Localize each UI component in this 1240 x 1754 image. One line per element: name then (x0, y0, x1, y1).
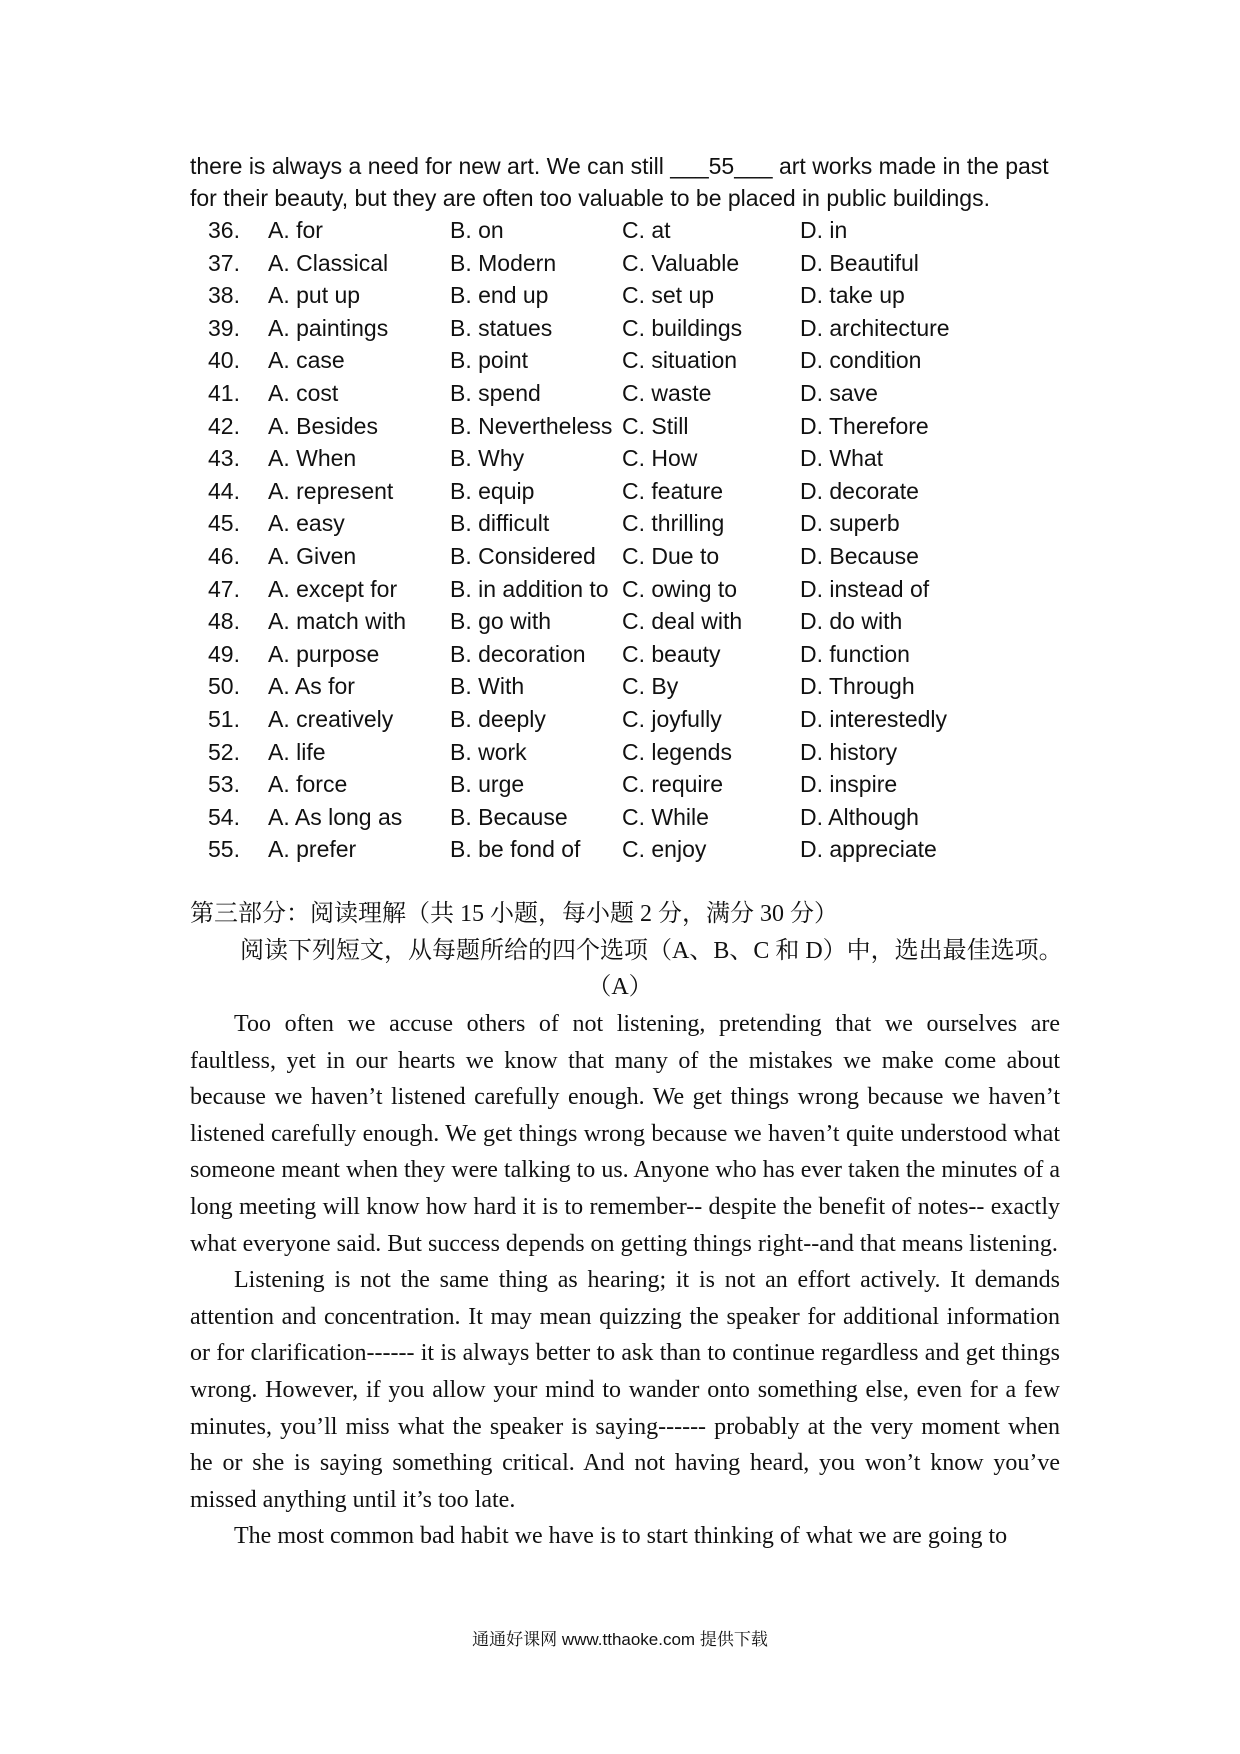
option-b: B. Why (450, 445, 525, 472)
option-row (190, 312, 1070, 345)
option-row (190, 344, 1070, 377)
option-d: D. What (800, 445, 884, 472)
option-c: C. at (622, 217, 671, 243)
option-b: B. go with (450, 608, 551, 635)
question-number: 44. (208, 477, 240, 504)
option-row (190, 442, 1070, 475)
option-c: C. How (622, 445, 698, 472)
option-b: B. on (450, 217, 504, 243)
option-b: B. urge (450, 771, 525, 798)
option-d: D. do with (800, 608, 903, 635)
option-d: D. condition (800, 347, 922, 374)
option-b: B. point (450, 347, 528, 374)
option-c: C. enjoy (622, 836, 707, 863)
option-a: A. paintings (268, 314, 389, 341)
question-number: 53. (208, 771, 240, 798)
option-b: B. Nevertheless (450, 412, 613, 439)
option-a: A. put up (268, 282, 361, 309)
option-row (190, 507, 1070, 540)
option-d: D. inspire (800, 771, 898, 798)
option-row (190, 638, 1070, 671)
option-row (190, 540, 1070, 573)
option-c: C. Due to (622, 542, 720, 569)
option-d: D. superb (800, 510, 900, 537)
option-row (190, 833, 1070, 866)
question-number: 43. (208, 445, 240, 472)
option-b: B. deeply (450, 705, 546, 732)
passage-label: （A） (587, 974, 653, 1000)
option-a: A. force (268, 771, 348, 798)
option-d: D. decorate (800, 477, 919, 504)
option-b: B. With (450, 673, 525, 700)
cloze-passage-ending (190, 150, 1060, 214)
option-row (190, 703, 1070, 736)
option-a: A. Besides (268, 412, 378, 439)
option-b: B. Considered (450, 542, 596, 569)
option-d: D. Through (800, 673, 915, 700)
option-a: A. As long as (268, 803, 403, 830)
option-d: D. Because (800, 542, 919, 569)
cloze-line-1: there is always a need for new art. We can still ___55___ art works made in the past (190, 153, 1049, 179)
option-a: A. for (268, 217, 323, 243)
option-a: A. easy (268, 510, 345, 537)
option-a: A. Classical (268, 249, 389, 276)
option-d: D. function (800, 640, 910, 667)
option-c: C. deal with (622, 608, 743, 635)
section-instruction: 阅读下列短文，从每题所给的四个选项（A、B、C 和 D）中，选出最佳选项。 (240, 938, 1063, 964)
question-number: 42. (208, 412, 240, 439)
option-b: B. be fond of (450, 836, 581, 863)
question-number: 50. (208, 673, 240, 700)
option-a: A. As for (268, 673, 355, 700)
option-b: B. decoration (450, 640, 586, 667)
option-a: A. match with (268, 608, 407, 635)
question-number: 47. (208, 575, 240, 602)
option-a: A. purpose (268, 640, 380, 667)
option-c: C. owing to (622, 575, 738, 602)
question-number: 40. (208, 347, 240, 374)
option-d: D. Therefore (800, 412, 929, 439)
page-footer: 通通好课网 www.tthaoke.com 提供下载 (472, 1630, 768, 1649)
option-row (190, 573, 1070, 606)
question-number: 39. (208, 314, 240, 341)
option-c: C. feature (622, 477, 723, 504)
question-number: 46. (208, 542, 240, 569)
option-b: B. spend (450, 379, 541, 406)
cloze-line-2: for their beauty, but they are often too valuable to be placed in public buildings. (190, 185, 990, 211)
option-d: D. appreciate (800, 836, 937, 863)
option-c: C. situation (622, 347, 738, 374)
question-number: 52. (208, 738, 240, 765)
option-row (190, 279, 1070, 312)
option-c: C. require (622, 771, 723, 798)
option-d: D. instead of (800, 575, 930, 602)
option-b: B. in addition to (450, 575, 609, 602)
question-number: 54. (208, 803, 240, 830)
option-d: D. take up (800, 282, 905, 309)
question-number: 38. (208, 282, 240, 309)
option-d: D. Although (800, 803, 919, 830)
question-number: 48. (208, 608, 240, 635)
option-c: C. buildings (622, 314, 743, 341)
option-d: D. history (800, 738, 898, 765)
option-b: B. equip (450, 477, 535, 504)
option-a: A. creatively (268, 705, 394, 732)
option-d: D. in (800, 217, 848, 243)
option-row (190, 247, 1070, 280)
passage-paragraph-3: The most common bad habit we have is to start thinking of what we are going to (234, 1523, 1008, 1550)
option-a: A. life (268, 738, 326, 765)
option-d: D. architecture (800, 314, 950, 341)
option-row (190, 670, 1070, 703)
option-row (190, 214, 1070, 247)
option-d: D. interestedly (800, 705, 948, 732)
question-number: 36. (208, 217, 240, 243)
option-a: A. When (268, 445, 357, 472)
option-row (190, 736, 1070, 769)
section-title: 第三部分：阅读理解（共 15 小题，每小题 2 分，满分 30 分） (190, 901, 838, 927)
option-c: C. beauty (622, 640, 721, 667)
option-a: A. cost (268, 379, 339, 406)
option-c: C. set up (622, 282, 715, 309)
option-row (190, 605, 1070, 638)
option-c: C. legends (622, 738, 732, 765)
option-a: A. prefer (268, 836, 357, 863)
option-a: A. except for (268, 575, 398, 602)
option-a: A. Given (268, 542, 357, 569)
question-number: 51. (208, 705, 240, 732)
option-b: B. difficult (450, 510, 550, 537)
option-a: A. represent (268, 477, 394, 504)
option-d: D. save (800, 379, 878, 406)
option-b: B. work (450, 738, 527, 765)
question-number: 37. (208, 249, 240, 276)
option-d: D. Beautiful (800, 249, 919, 276)
option-c: C. While (622, 803, 709, 830)
option-b: B. end up (450, 282, 549, 309)
reading-passage (190, 1006, 1060, 1555)
option-c: C. By (622, 673, 679, 700)
question-number: 49. (208, 640, 240, 667)
option-row (190, 801, 1070, 834)
option-b: B. statues (450, 314, 553, 341)
option-row (190, 475, 1070, 508)
option-b: B. Because (450, 803, 568, 830)
question-number: 41. (208, 379, 240, 406)
option-row (190, 768, 1070, 801)
question-number: 55. (208, 836, 240, 863)
option-c: C. joyfully (622, 705, 722, 732)
passage-paragraph-2: Listening is not the same thing as hearing; it is not an effort actively. It demands attention and concentration. It may mean quizzing the speaker for additional information or for clarification------ it is always better to ask than to continue regardless and get things wrong. However, if you allow your mind to wander onto something else, even for a few minutes, you’ll miss what the speaker is saying------ probably at the very moment when he or she is saying something critical. And not having heard, you won’t know you’ve missed anything until it’s too late. (190, 1267, 1060, 1513)
option-c: C. Still (622, 412, 689, 439)
cloze-options-list (190, 214, 1070, 866)
option-row (190, 377, 1070, 410)
passage-paragraph-1: Too often we accuse others of not listening, pretending that we ourselves are faultless, yet in our hearts we know that many of the mistakes we make come about because we haven’t listened carefully enough. We get things wrong because we haven’t listened carefully enough. We get things wrong because we haven’t quite understood what someone meant when they were talking to us. Anyone who has ever taken the minutes of a long meeting will know how hard it is to remember-- despite the benefit of notes-- exactly what everyone said. But success depends on getting things right--and that means listening. (190, 1011, 1060, 1257)
option-c: C. thrilling (622, 510, 725, 537)
option-c: C. Valuable (622, 249, 740, 276)
option-row (190, 410, 1070, 443)
option-c: C. waste (622, 379, 712, 406)
option-a: A. case (268, 347, 345, 374)
question-number: 45. (208, 510, 240, 537)
option-b: B. Modern (450, 249, 557, 276)
